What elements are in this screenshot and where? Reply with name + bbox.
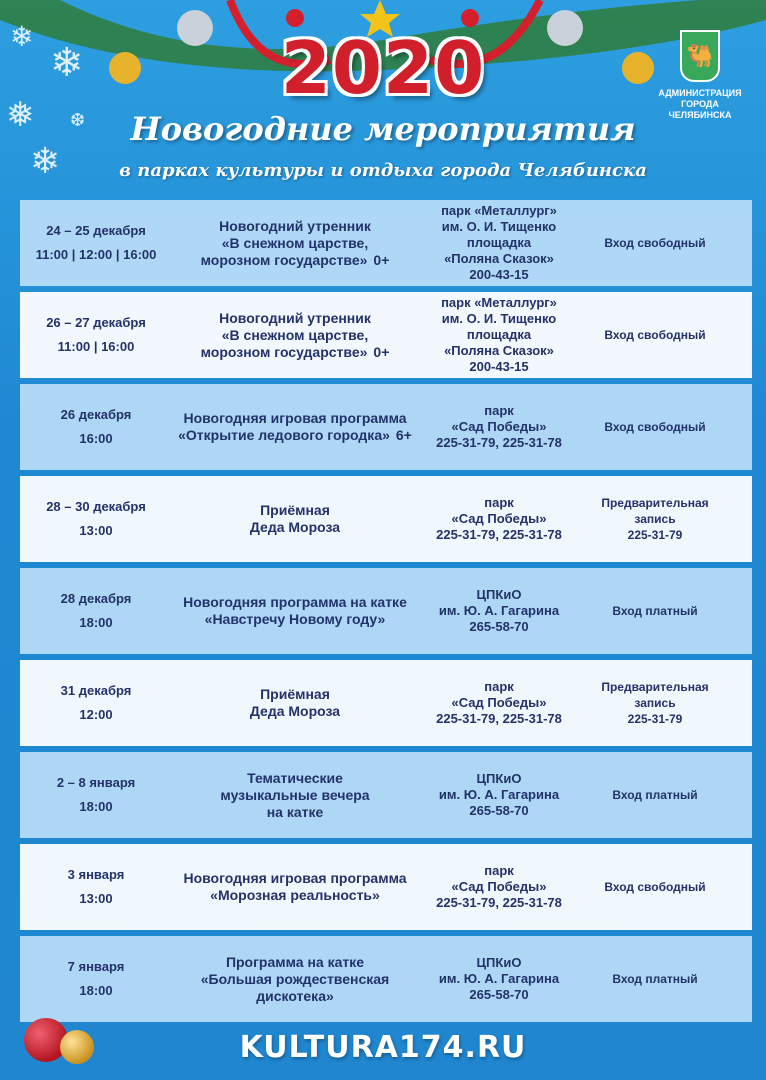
age-rating: 0+ [373,343,390,360]
event-title-line [172,235,418,252]
event-entry-line: Предварительная [601,496,709,510]
event-dates: 28 – 30 декабря [46,499,146,514]
event-date-cell [20,495,172,543]
event-date-cell [20,587,172,635]
event-place-line: парк «Металлург» [441,203,557,218]
event-place-line: им. Ю. А. Гагарина [438,971,560,986]
event-title-text: «Навстречу Новому году» [204,611,386,627]
event-title-text: Деда Мороза [249,519,341,535]
event-place-line: «Сад Победы» [451,879,547,894]
event-place-line: 225-31-79, 225-31-78 [436,711,562,726]
event-row [20,936,752,1022]
event-title-text: Деда Мороза [249,703,341,719]
event-title-text: Новогодняя игровая программа [183,870,407,886]
event-row [20,200,752,286]
event-row [20,384,752,470]
event-place-cell [418,863,580,911]
year-heading: 2020 [280,26,486,110]
admin-line-3: ЧЕЛЯБИНСКА [668,110,732,120]
event-entry-cell [580,971,730,987]
event-dates: 3 января [67,867,125,882]
event-date-cell [20,955,172,1003]
event-place-line: им. О. И. Тищенко [441,219,557,234]
administration-logo [650,30,750,121]
event-title-line [172,519,418,536]
event-place-line: «Сад Победы» [451,695,547,710]
event-title-text: «В снежном царстве, [221,326,369,343]
event-title-text: Новогодний утренник [219,217,371,234]
event-title-line [172,252,418,269]
event-place-line: «Поляна Сказок» [444,251,554,266]
event-place-cell [418,771,580,819]
snowflake-decoration: ❄ [50,41,84,85]
event-row [20,660,752,746]
city-crest-icon: 🐫 [680,30,720,82]
event-place-line: парк [484,403,514,418]
event-title-text: музыкальные вечера [220,786,370,803]
event-place-line: «Сад Победы» [451,511,547,526]
event-title-cell [172,870,418,904]
event-place-line: парк [484,679,514,694]
event-title-text: Новогодняя игровая программа [183,410,407,426]
event-entry-line: Вход свободный [604,328,706,342]
event-title-text: «Большая рождественская дискотека» [200,970,390,1004]
page-title: Новогодние мероприятия [130,110,636,148]
event-place-cell [418,679,580,727]
admin-line-1: АДМИНИСТРАЦИЯ [658,88,742,98]
event-entry-cell [580,787,730,803]
event-time: 11:00 | 12:00 | 16:00 [35,247,157,262]
event-place-line: им. О. И. Тищенко [441,311,557,326]
event-time: 13:00 [79,891,113,906]
event-entry-line: Вход платный [612,788,698,802]
admin-line-2: ГОРОДА [681,99,719,109]
event-dates: 26 декабря [60,407,132,422]
snowflake-decoration: ❅ [6,96,35,134]
event-title-line [172,870,418,887]
event-time: 18:00 [79,799,113,814]
event-title-cell [172,954,418,1005]
event-title-line [172,611,418,628]
event-title-text: Новогодняя программа на катке [183,594,407,610]
event-entry-cell [580,419,730,435]
event-entry-line: Вход платный [612,972,698,986]
event-title-line [172,410,418,427]
event-place-line: ЦПКиО [476,955,522,970]
snowflake-decoration: ❆ [70,110,86,130]
event-time: 12:00 [79,707,113,722]
event-place-line: 225-31-79, 225-31-78 [436,527,562,542]
event-title-cell [172,770,418,821]
event-dates: 2 – 8 января [56,775,136,790]
event-title-text: Программа на катке [225,953,365,970]
event-date-cell [20,219,172,267]
event-dates: 7 января [67,959,125,974]
event-place-cell [418,495,580,543]
event-title-text: Новогодний утренник [219,309,371,326]
event-title-cell [172,410,418,444]
event-dates: 31 декабря [60,683,132,698]
event-entry-cell [580,679,730,727]
event-place-line: парк «Металлург» [441,295,557,310]
event-title-text: «Открытие ледового городка» [178,427,390,443]
age-rating: 6+ [395,427,412,443]
event-place-cell [418,587,580,635]
page-subtitle: в парках культуры и отдыха города Челябинска [119,160,647,181]
event-dates: 26 – 27 декабря [46,315,146,330]
event-title-line [172,954,418,971]
event-row [20,292,752,378]
event-title-text: Приёмная [260,502,330,518]
event-title-line [172,787,418,804]
event-place-line: площадка [466,235,532,250]
event-date-cell [20,679,172,727]
event-time: 11:00 | 16:00 [57,339,135,354]
event-place-line: 225-31-79, 225-31-78 [436,895,562,910]
event-time: 16:00 [79,431,113,446]
event-time: 18:00 [79,615,113,630]
event-date-cell [20,771,172,819]
event-title-text: «Морозная реальность» [210,887,380,903]
event-date-cell [20,403,172,451]
event-dates: 24 – 25 декабря [46,223,146,238]
event-title-line [172,971,418,1005]
event-place-line: 265-58-70 [469,803,529,818]
event-title-text: Тематические [247,769,343,786]
event-title-text: морозном государстве» [200,343,368,360]
event-entry-cell [580,235,730,251]
event-entry-line: 225-31-79 [627,528,683,542]
event-entry-cell [580,495,730,543]
event-entry-line: запись [634,512,676,526]
event-row [20,476,752,562]
event-title-line [172,327,418,344]
snowflake-decoration: ❄ [10,21,34,52]
event-place-line: 225-31-79, 225-31-78 [436,435,562,450]
event-entry-line: Вход платный [612,604,698,618]
event-dates: 28 декабря [60,591,132,606]
event-row [20,844,752,930]
event-title-text: Приёмная [260,686,330,702]
event-place-cell [418,403,580,451]
event-place-line: парк [484,495,514,510]
event-entry-line: запись [634,696,676,710]
event-title-line [172,502,418,519]
event-title-cell [172,502,418,536]
event-place-cell [418,955,580,1003]
event-place-line: ЦПКиО [476,587,522,602]
event-place-line: им. Ю. А. Гагарина [438,603,560,618]
event-title-line [172,310,418,327]
event-entry-line: 225-31-79 [627,712,683,726]
event-title-line [172,218,418,235]
event-title-line [172,594,418,611]
event-place-cell [418,295,580,375]
event-place-line: «Поляна Сказок» [444,343,554,358]
event-time: 18:00 [79,983,113,998]
event-date-cell [20,863,172,911]
event-title-line [172,344,418,361]
event-title-text: «В снежном царстве, [221,234,369,251]
event-row [20,752,752,838]
event-entry-line: Вход свободный [604,236,706,250]
age-rating: 0+ [373,251,390,268]
event-place-line: 200-43-15 [469,359,529,374]
event-place-line: 200-43-15 [469,267,529,282]
event-entry-cell [580,879,730,895]
event-title-line [172,703,418,720]
event-title-cell [172,594,418,628]
event-place-line: парк [484,863,514,878]
event-place-line: 265-58-70 [469,619,529,634]
event-entry-line: Вход свободный [604,880,706,894]
event-title-cell [172,686,418,720]
event-time: 13:00 [79,523,113,538]
event-place-line: им. Ю. А. Гагарина [438,787,560,802]
website-link[interactable]: KULTURA174.RU [239,1030,527,1065]
event-title-line [172,770,418,787]
event-row [20,568,752,654]
event-title-line [172,686,418,703]
snowflake-decoration: ❄ [30,140,61,181]
event-entry-line: Вход свободный [604,420,706,434]
event-title-cell [172,218,418,269]
event-place-line: ЦПКиО [476,771,522,786]
event-place-line: «Сад Победы» [451,419,547,434]
event-place-cell [418,203,580,283]
event-place-line: 265-58-70 [469,987,529,1002]
event-place-line: площадка [466,327,532,342]
event-date-cell [20,311,172,359]
event-entry-cell [580,603,730,619]
event-title-line [172,887,418,904]
event-entry-cell [580,327,730,343]
event-title-text: на катке [266,803,324,820]
event-title-text: морозном государстве» [200,251,368,268]
event-title-line [172,427,418,444]
event-title-cell [172,310,418,361]
event-entry-line: Предварительная [601,680,709,694]
event-title-line [172,804,418,821]
